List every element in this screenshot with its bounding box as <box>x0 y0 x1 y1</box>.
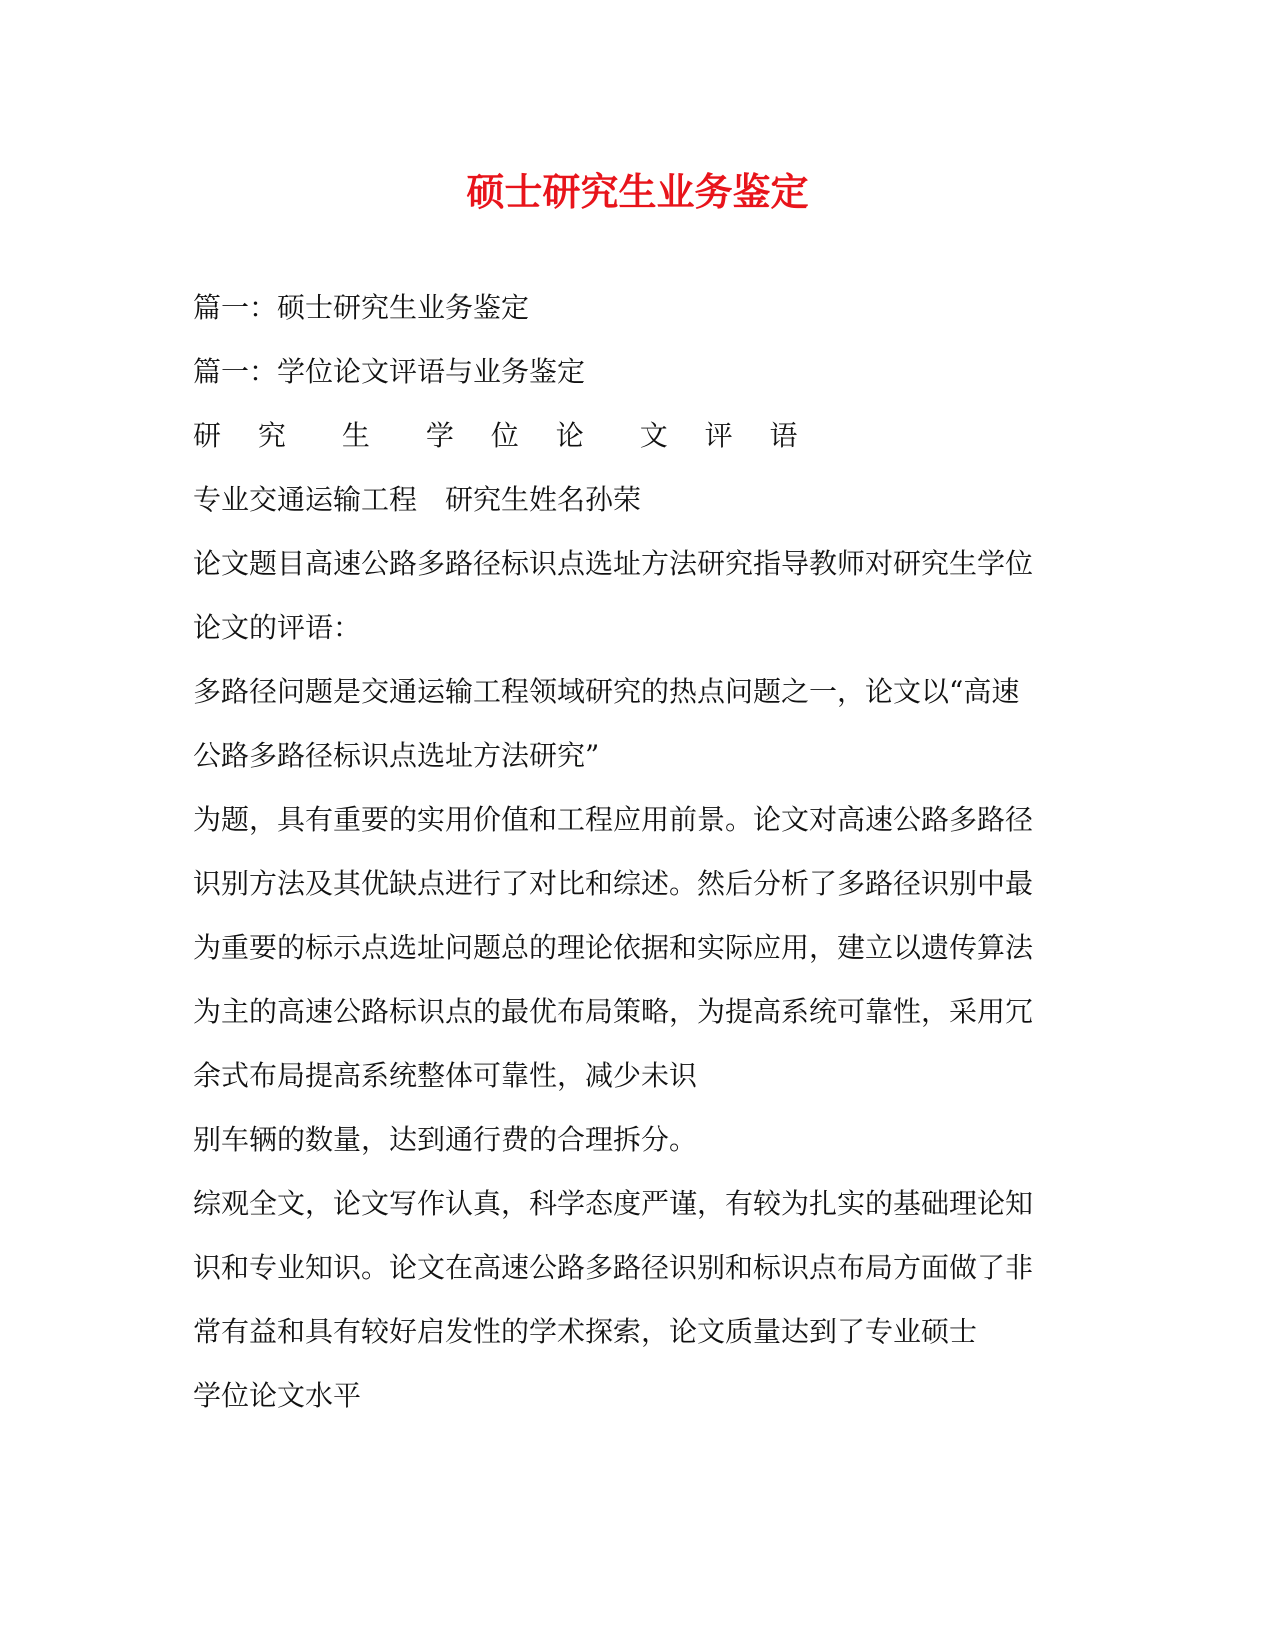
body-line: 篇一：学位论文评语与业务鉴定 <box>193 355 586 388</box>
body-line: 论文题目高速公路多路径标识点选址方法研究指导教师对研究生学位 <box>193 547 1034 580</box>
body-line: 为主的高速公路标识点的最优布局策略，为提高系统可靠性，采用冗 <box>193 995 1034 1028</box>
document-title: 硕士研究生业务鉴定 <box>466 169 809 214</box>
body-line: 篇一：硕士研究生业务鉴定 <box>193 291 530 324</box>
body-line: 识和专业知识。论文在高速公路多路径识别和标识点布局方面做了非 <box>193 1251 1034 1284</box>
body-line: 常有益和具有较好启发性的学术探索，论文质量达到了专业硕士 <box>193 1315 978 1348</box>
body-line: 研 究 生 学 位 论 文 评 语 <box>193 419 812 452</box>
body-line: 专业交通运输工程 研究生姓名孙荣 <box>193 483 642 516</box>
body-line: 为题，具有重要的实用价值和工程应用前景。论文对高速公路多路径 <box>193 803 1034 836</box>
body-line: 多路径问题是交通运输工程领域研究的热点问题之一，论文以“高速 <box>193 675 1020 708</box>
body-line: 别车辆的数量，达到通行费的合理拆分。 <box>193 1123 698 1156</box>
body-line: 论文的评语： <box>193 611 362 644</box>
body-line: 综观全文，论文写作认真，科学态度严谨，有较为扎实的基础理论知 <box>193 1187 1034 1220</box>
document-body <box>193 276 1083 1428</box>
body-line: 为重要的标示点选址问题总的理论依据和实际应用，建立以遗传算法 <box>193 931 1034 964</box>
body-line: 识别方法及其优缺点进行了对比和综述。然后分析了多路径识别中最 <box>193 867 1034 900</box>
body-line: 余式布局提高系统整体可靠性，减少未识 <box>193 1059 698 1092</box>
body-line: 学位论文水平 <box>193 1379 362 1412</box>
body-line: 公路多路径标识点选址方法研究” <box>193 739 600 772</box>
